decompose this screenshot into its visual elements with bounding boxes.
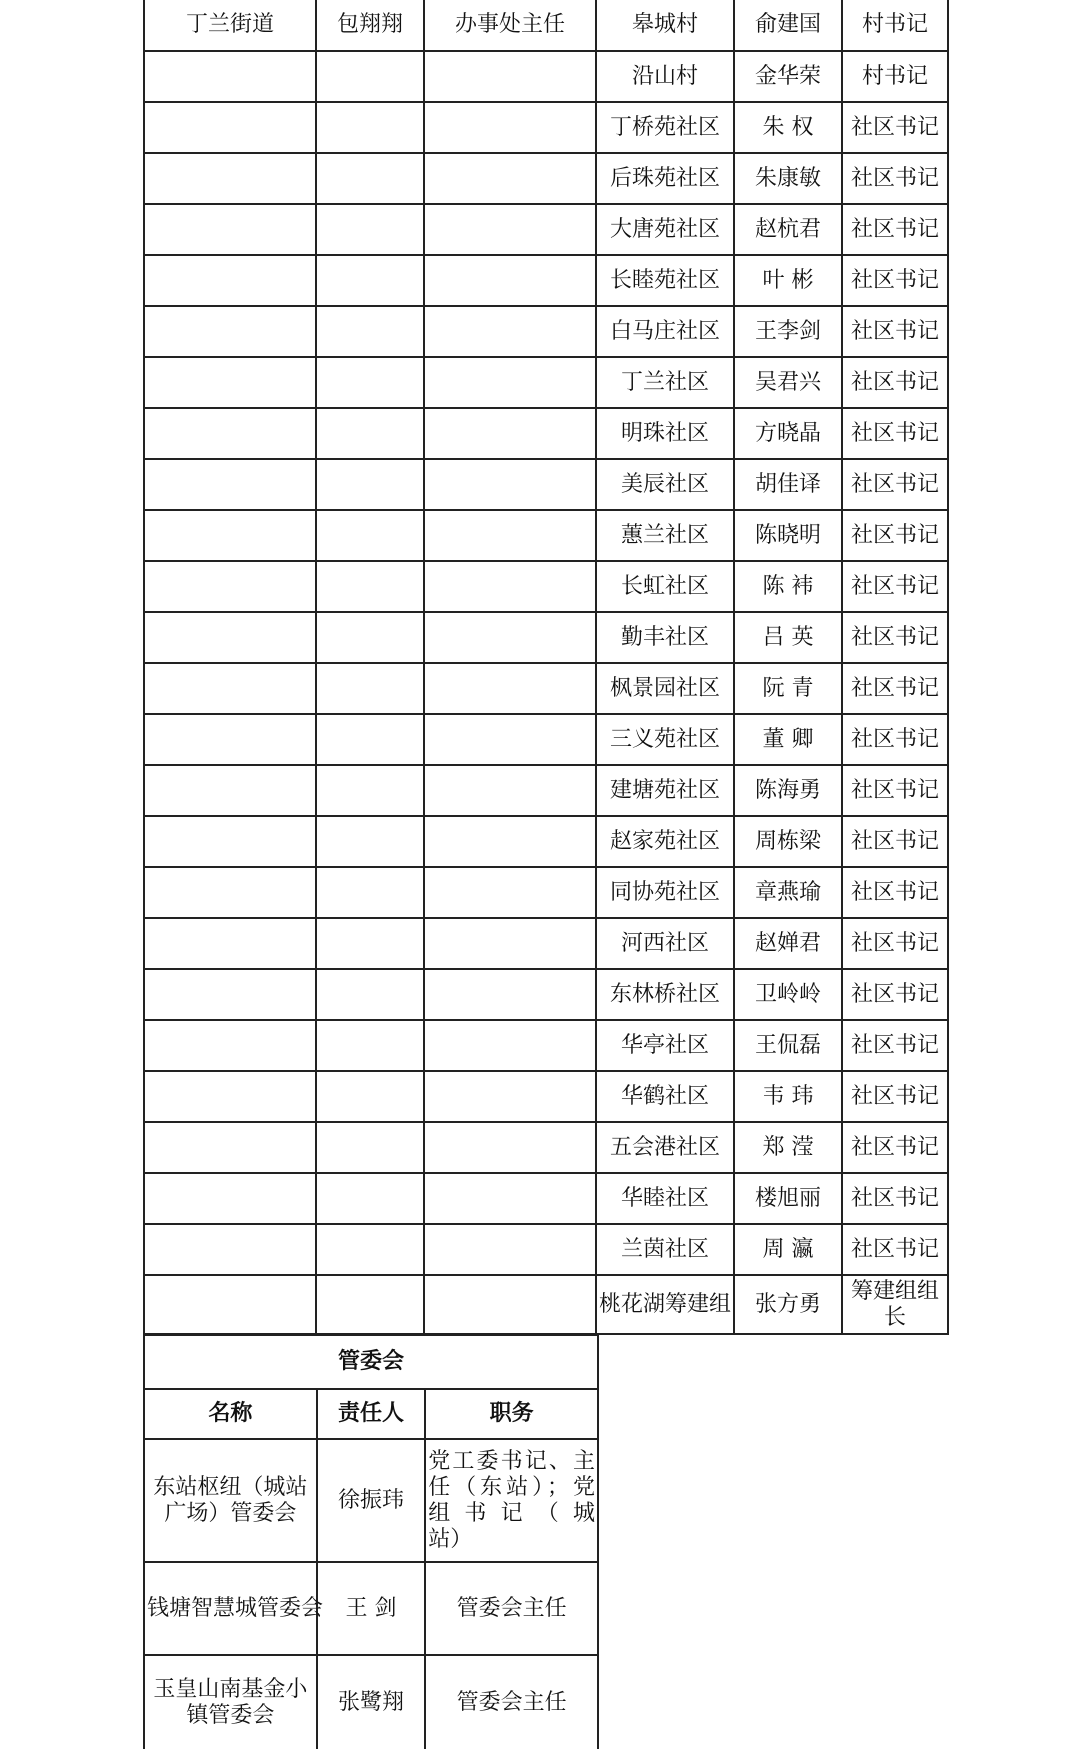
unit-name: 勤丰社区 xyxy=(596,612,734,663)
table-row xyxy=(144,1439,598,1562)
empty-cell xyxy=(424,561,596,612)
empty-cell xyxy=(424,510,596,561)
table-row xyxy=(144,663,948,714)
empty-cell xyxy=(424,867,596,918)
unit-name: 桃花湖筹建组 xyxy=(596,1275,734,1334)
unit-role: 社区书记 xyxy=(842,459,948,510)
unit-person: 楼旭丽 xyxy=(734,1173,842,1224)
unit-name: 长虹社区 xyxy=(596,561,734,612)
table-row xyxy=(144,51,948,102)
unit-person: 章燕瑜 xyxy=(734,867,842,918)
empty-cell xyxy=(144,204,316,255)
unit-name: 赵家苑社区 xyxy=(596,816,734,867)
empty-cell xyxy=(144,1020,316,1071)
empty-cell xyxy=(144,459,316,510)
empty-cell xyxy=(316,714,424,765)
unit-person: 王李剑 xyxy=(734,306,842,357)
table-row xyxy=(144,867,948,918)
unit-name: 华亭社区 xyxy=(596,1020,734,1071)
committee-name: 东站枢纽（城站广场）管委会 xyxy=(144,1439,317,1562)
empty-cell xyxy=(424,459,596,510)
empty-cell xyxy=(424,153,596,204)
empty-cell xyxy=(316,561,424,612)
empty-cell xyxy=(316,1275,424,1334)
empty-cell xyxy=(424,51,596,102)
table-row xyxy=(144,408,948,459)
unit-person: 郑 滢 xyxy=(734,1122,842,1173)
table-row xyxy=(144,1071,948,1122)
unit-person: 赵婵君 xyxy=(734,918,842,969)
empty-cell xyxy=(316,867,424,918)
empty-cell xyxy=(144,765,316,816)
empty-cell xyxy=(424,306,596,357)
unit-role: 社区书记 xyxy=(842,612,948,663)
committee-name: 钱塘智慧城管委会 xyxy=(144,1562,317,1655)
unit-person: 王侃磊 xyxy=(734,1020,842,1071)
unit-name: 华鹤社区 xyxy=(596,1071,734,1122)
empty-cell xyxy=(316,408,424,459)
unit-name: 丁桥苑社区 xyxy=(596,102,734,153)
table-row xyxy=(144,102,948,153)
unit-role: 社区书记 xyxy=(842,918,948,969)
unit-role: 社区书记 xyxy=(842,1020,948,1071)
table-row xyxy=(144,1655,598,1749)
empty-cell xyxy=(316,306,424,357)
table-row xyxy=(144,153,948,204)
committee-name: 玉皇山南基金小镇管委会 xyxy=(144,1655,317,1749)
empty-cell xyxy=(316,1224,424,1275)
table-row xyxy=(144,612,948,663)
empty-cell xyxy=(144,612,316,663)
empty-cell xyxy=(424,1071,596,1122)
empty-cell xyxy=(424,1122,596,1173)
table-row xyxy=(144,816,948,867)
table-row xyxy=(144,357,948,408)
empty-cell xyxy=(144,867,316,918)
unit-role: 社区书记 xyxy=(842,408,948,459)
empty-cell xyxy=(424,1275,596,1334)
table-row xyxy=(144,714,948,765)
empty-cell xyxy=(316,1122,424,1173)
unit-person: 吕 英 xyxy=(734,612,842,663)
unit-person: 陈海勇 xyxy=(734,765,842,816)
unit-role: 村书记 xyxy=(842,0,948,51)
empty-cell xyxy=(316,153,424,204)
empty-cell xyxy=(424,1173,596,1224)
table-row xyxy=(144,1020,948,1071)
unit-role: 社区书记 xyxy=(842,816,948,867)
unit-name: 枫景园社区 xyxy=(596,663,734,714)
unit-person: 胡佳译 xyxy=(734,459,842,510)
empty-cell xyxy=(144,255,316,306)
unit-person: 方晓晶 xyxy=(734,408,842,459)
district-leader-title: 办事处主任 xyxy=(424,0,596,51)
unit-role: 村书记 xyxy=(842,51,948,102)
table-row xyxy=(144,918,948,969)
unit-name: 三义苑社区 xyxy=(596,714,734,765)
table-row xyxy=(144,306,948,357)
committee-title: 管委会 xyxy=(144,1335,598,1389)
table-row xyxy=(144,204,948,255)
empty-cell xyxy=(144,561,316,612)
unit-name: 大唐苑社区 xyxy=(596,204,734,255)
table-row xyxy=(144,459,948,510)
unit-name: 明珠社区 xyxy=(596,408,734,459)
empty-cell xyxy=(424,1020,596,1071)
header-role: 职务 xyxy=(425,1389,598,1439)
street-table-body xyxy=(144,0,948,1334)
empty-cell xyxy=(316,612,424,663)
empty-cell xyxy=(144,153,316,204)
unit-role: 筹建组组长 xyxy=(842,1275,948,1334)
empty-cell xyxy=(316,663,424,714)
empty-cell xyxy=(424,408,596,459)
committee-role: 管委会主任 xyxy=(425,1562,598,1655)
empty-cell xyxy=(424,714,596,765)
unit-name: 兰茵社区 xyxy=(596,1224,734,1275)
unit-person: 陈晓明 xyxy=(734,510,842,561)
unit-person: 金华荣 xyxy=(734,51,842,102)
unit-person: 周栋梁 xyxy=(734,816,842,867)
table-row xyxy=(144,1224,948,1275)
empty-cell xyxy=(316,918,424,969)
unit-name: 长睦苑社区 xyxy=(596,255,734,306)
empty-cell xyxy=(424,255,596,306)
committee-role: 管委会主任 xyxy=(425,1655,598,1749)
unit-role: 社区书记 xyxy=(842,204,948,255)
unit-name: 丁兰社区 xyxy=(596,357,734,408)
table-row xyxy=(144,0,948,51)
empty-cell xyxy=(144,51,316,102)
empty-cell xyxy=(144,1224,316,1275)
unit-role: 社区书记 xyxy=(842,102,948,153)
unit-person: 董 卿 xyxy=(734,714,842,765)
unit-name: 五会港社区 xyxy=(596,1122,734,1173)
table-row xyxy=(144,765,948,816)
empty-cell xyxy=(316,459,424,510)
unit-name: 同协苑社区 xyxy=(596,867,734,918)
unit-role: 社区书记 xyxy=(842,663,948,714)
empty-cell xyxy=(144,918,316,969)
empty-cell xyxy=(316,1173,424,1224)
table-row xyxy=(144,561,948,612)
empty-cell xyxy=(424,969,596,1020)
unit-person: 周 瀛 xyxy=(734,1224,842,1275)
committee-title-row xyxy=(144,1335,598,1389)
unit-role: 社区书记 xyxy=(842,714,948,765)
empty-cell xyxy=(424,204,596,255)
header-person: 责任人 xyxy=(317,1389,425,1439)
committee-person: 张鹭翔 xyxy=(317,1655,425,1749)
empty-cell xyxy=(144,306,316,357)
unit-person: 卫岭岭 xyxy=(734,969,842,1020)
empty-cell xyxy=(144,663,316,714)
unit-name: 东林桥社区 xyxy=(596,969,734,1020)
unit-name: 华睦社区 xyxy=(596,1173,734,1224)
unit-name: 皋城村 xyxy=(596,0,734,51)
unit-name: 美辰社区 xyxy=(596,459,734,510)
unit-role: 社区书记 xyxy=(842,510,948,561)
unit-role: 社区书记 xyxy=(842,357,948,408)
empty-cell xyxy=(316,1071,424,1122)
empty-cell xyxy=(316,816,424,867)
unit-person: 朱康敏 xyxy=(734,153,842,204)
unit-person: 陈 袆 xyxy=(734,561,842,612)
table-row xyxy=(144,1122,948,1173)
unit-person: 赵杭君 xyxy=(734,204,842,255)
table-row xyxy=(144,1562,598,1655)
committee-role: 党工委书记、主任（东站）；党 组 书 记 （ 城站） xyxy=(425,1439,598,1562)
unit-person: 吴君兴 xyxy=(734,357,842,408)
unit-person: 韦 玮 xyxy=(734,1071,842,1122)
empty-cell xyxy=(144,408,316,459)
empty-cell xyxy=(144,816,316,867)
empty-cell xyxy=(144,1071,316,1122)
empty-cell xyxy=(144,102,316,153)
empty-cell xyxy=(424,765,596,816)
unit-role: 社区书记 xyxy=(842,561,948,612)
empty-cell xyxy=(316,357,424,408)
unit-name: 建塘苑社区 xyxy=(596,765,734,816)
unit-name: 蕙兰社区 xyxy=(596,510,734,561)
unit-role: 社区书记 xyxy=(842,1224,948,1275)
unit-role: 社区书记 xyxy=(842,1071,948,1122)
district-leader: 包翔翔 xyxy=(316,0,424,51)
header-name: 名称 xyxy=(144,1389,317,1439)
unit-role: 社区书记 xyxy=(842,765,948,816)
empty-cell xyxy=(144,1173,316,1224)
unit-person: 张方勇 xyxy=(734,1275,842,1334)
unit-role: 社区书记 xyxy=(842,1173,948,1224)
unit-person: 俞建国 xyxy=(734,0,842,51)
unit-person: 阮 青 xyxy=(734,663,842,714)
unit-role: 社区书记 xyxy=(842,1122,948,1173)
unit-name: 沿山村 xyxy=(596,51,734,102)
committee-header-row xyxy=(144,1389,598,1439)
table-row xyxy=(144,1275,948,1334)
empty-cell xyxy=(424,102,596,153)
table-row xyxy=(144,969,948,1020)
unit-person: 朱 权 xyxy=(734,102,842,153)
unit-role: 社区书记 xyxy=(842,306,948,357)
unit-person: 叶 彬 xyxy=(734,255,842,306)
table-row xyxy=(144,510,948,561)
empty-cell xyxy=(316,255,424,306)
empty-cell xyxy=(316,510,424,561)
empty-cell xyxy=(316,1020,424,1071)
empty-cell xyxy=(144,357,316,408)
empty-cell xyxy=(316,204,424,255)
committee-person: 徐振玮 xyxy=(317,1439,425,1562)
committee-table xyxy=(143,1334,599,1749)
empty-cell xyxy=(144,1122,316,1173)
street-leadership-table xyxy=(143,0,949,1335)
unit-name: 后珠苑社区 xyxy=(596,153,734,204)
unit-name: 河西社区 xyxy=(596,918,734,969)
empty-cell xyxy=(316,102,424,153)
empty-cell xyxy=(424,612,596,663)
empty-cell xyxy=(316,969,424,1020)
empty-cell xyxy=(144,714,316,765)
empty-cell xyxy=(424,357,596,408)
empty-cell xyxy=(424,918,596,969)
table-row xyxy=(144,255,948,306)
empty-cell xyxy=(424,816,596,867)
unit-role: 社区书记 xyxy=(842,153,948,204)
empty-cell xyxy=(144,1275,316,1334)
empty-cell xyxy=(424,663,596,714)
unit-name: 白马庄社区 xyxy=(596,306,734,357)
unit-role: 社区书记 xyxy=(842,969,948,1020)
empty-cell xyxy=(424,1224,596,1275)
unit-role: 社区书记 xyxy=(842,255,948,306)
unit-role: 社区书记 xyxy=(842,867,948,918)
district-name: 丁兰街道 xyxy=(144,0,316,51)
committee-person: 王 剑 xyxy=(317,1562,425,1655)
empty-cell xyxy=(316,765,424,816)
empty-cell xyxy=(316,51,424,102)
table-row xyxy=(144,1173,948,1224)
empty-cell xyxy=(144,969,316,1020)
empty-cell xyxy=(144,510,316,561)
